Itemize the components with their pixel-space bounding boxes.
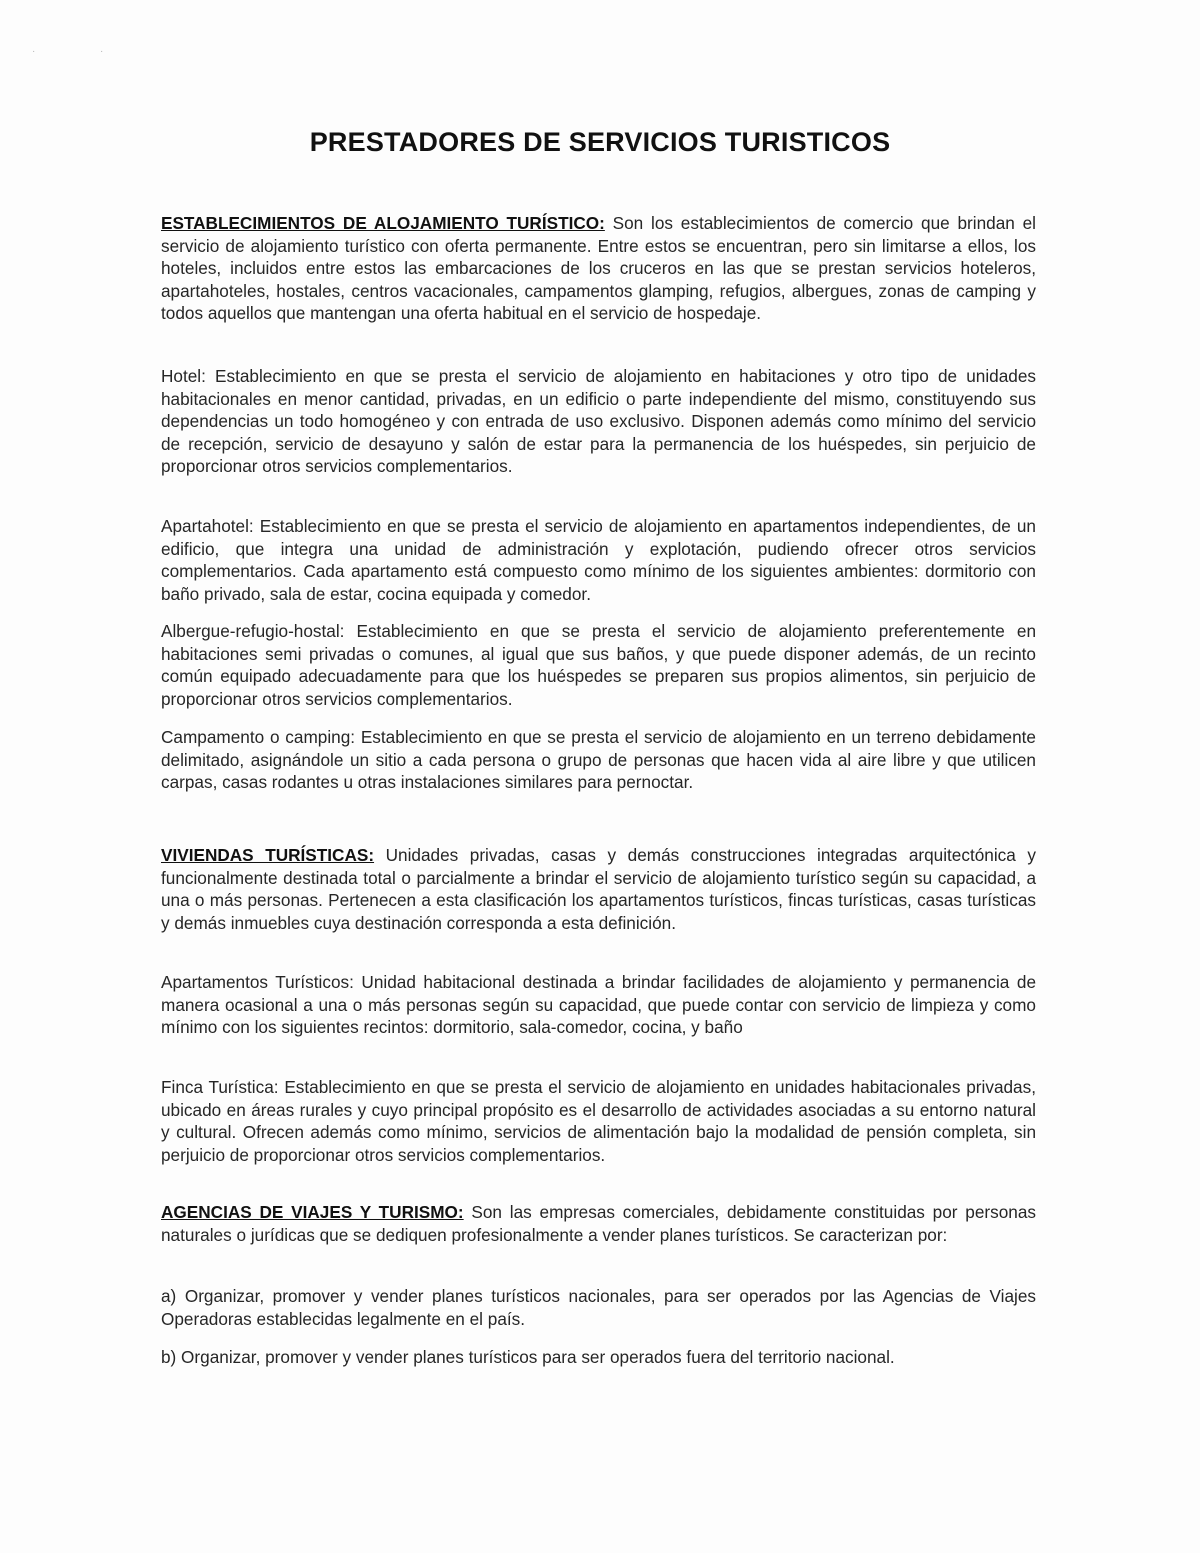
paragraph-alojamiento-text: Son los establecimientos de comercio que brindan el servicio de alojamiento turístico con oferta permanente. Entre estos se encuentran, pero sin limitarse a ellos, los hoteles, incluidos entre estos las embarcaciones de los cruceros en las que se prestan servicios hoteleros, apartahoteles, hostales, centros vacacionales, campamentos glamping, refugios, albergues, zonas de camping y todos aquellos que mantengan una oferta habitual en el servicio de hospedaje. xyxy=(161,213,1036,323)
paragraph-camping: Campamento o camping: Establecimiento en que se presta el servicio de alojamiento en un terreno debidamente delimitado, asignándole un sitio a cada persona o grupo de personas que hacen vida al aire libre y que utilicen carpas, casas rodantes u otras instalaciones similares para pernoctar. xyxy=(161,727,1036,792)
list-item-a: a) Organizar, promover y vender planes turísticos nacionales, para ser operados por las Agencias de Viajes Operadoras establecidas legalmente en el país. xyxy=(161,1286,1036,1329)
paragraph-viviendas xyxy=(161,844,1036,934)
paragraph-alojamiento xyxy=(161,212,1036,325)
section-heading-alojamiento: ESTABLECIMIENTOS DE ALOJAMIENTO TURÍSTICO: xyxy=(161,213,605,233)
paragraph-apartahotel: Apartahotel: Establecimiento en que se presta el servicio de alojamiento en apartamentos independientes, de un edificio, que integra una unidad de administración y explotación, pudiendo ofrecer otros servicios complementarios. Cada apartamento está compuesto como mínimo de los siguientes ambientes: dormitorio con baño privado, sala de estar, cocina equipada y comedor. xyxy=(161,516,1036,604)
list-item-b: b) Organizar, promover y vender planes turísticos para ser operados fuera del territorio nacional. xyxy=(161,1347,895,1367)
paragraph-viviendas-text: Unidades privadas, casas y demás construcciones integradas arquitectónica y funcionalmente destinada total o parcialmente a brindar el servicio de alojamiento turístico según su capacidad, a una o más personas. Pertenecen a esta clasificación los apartamentos turísticos, fincas turísticas, casas turísticas y demás inmuebles cuya destinación corresponda a esta definición. xyxy=(161,845,1036,933)
scan-speck: · xyxy=(100,46,104,57)
paragraph-finca-turistica: Finca Turística: Establecimiento en que se presta el servicio de alojamiento en unidades habitacionales privadas, ubicado en áreas rurales y cuyo principal propósito es el desarrollo de actividades asociadas a su entorno natural y cultural. Ofrecen además como mínimo, servicios de alimentación bajo la modalidad de pensión completa, sin perjuicio de proporcionar otros servicios complementarios. xyxy=(161,1077,1036,1165)
document-title: PRESTADORES DE SERVICIOS TURISTICOS xyxy=(309,127,891,157)
section-heading-agencias: AGENCIAS DE VIAJES Y TURISMO: xyxy=(161,1202,464,1222)
scan-speck: · xyxy=(32,46,36,57)
paragraph-albergue: Albergue-refugio-hostal: Establecimiento en que se presta el servicio de alojamiento preferentemente en habitaciones semi privadas o comunes, al igual que sus baños, y que puede disponer además, de un recinto común equipado adecuadamente para que los huéspedes se preparen sus propios alimentos, sin perjuicio de proporcionar otros servicios complementarios. xyxy=(161,621,1036,709)
paragraph-agencias-text: Son las empresas comerciales, debidamente constituidas por personas naturales o jurídicas que se dediquen profesionalmente a vender planes turísticos. Se caracterizan por: xyxy=(161,1202,1036,1245)
paragraph-apartamentos-turisticos: Apartamentos Turísticos: Unidad habitacional destinada a brindar facilidades de alojamiento y permanencia de manera ocasional a una o más personas según su capacidad, que puede contar con servicio de limpieza y como mínimo con los siguientes recintos: dormitorio, sala-comedor, cocina, y baño xyxy=(161,972,1036,1037)
paragraph-agencias xyxy=(161,1201,1036,1246)
paragraph-hotel: Hotel: Establecimiento en que se presta el servicio de alojamiento en habitaciones y otro tipo de unidades habitacionales en menor cantidad, privadas, en un edificio o parte independiente del mismo, constituyendo sus dependencias un todo homogéneo y con entrada de uso exclusivo. Disponen además como mínimo del servicio de recepción, servicio de desayuno y salón de estar para la permanencia de los huéspedes, sin perjuicio de proporcionar otros servicios complementarios. xyxy=(161,366,1036,476)
section-heading-viviendas: VIVIENDAS TURÍSTICAS: xyxy=(161,845,375,865)
